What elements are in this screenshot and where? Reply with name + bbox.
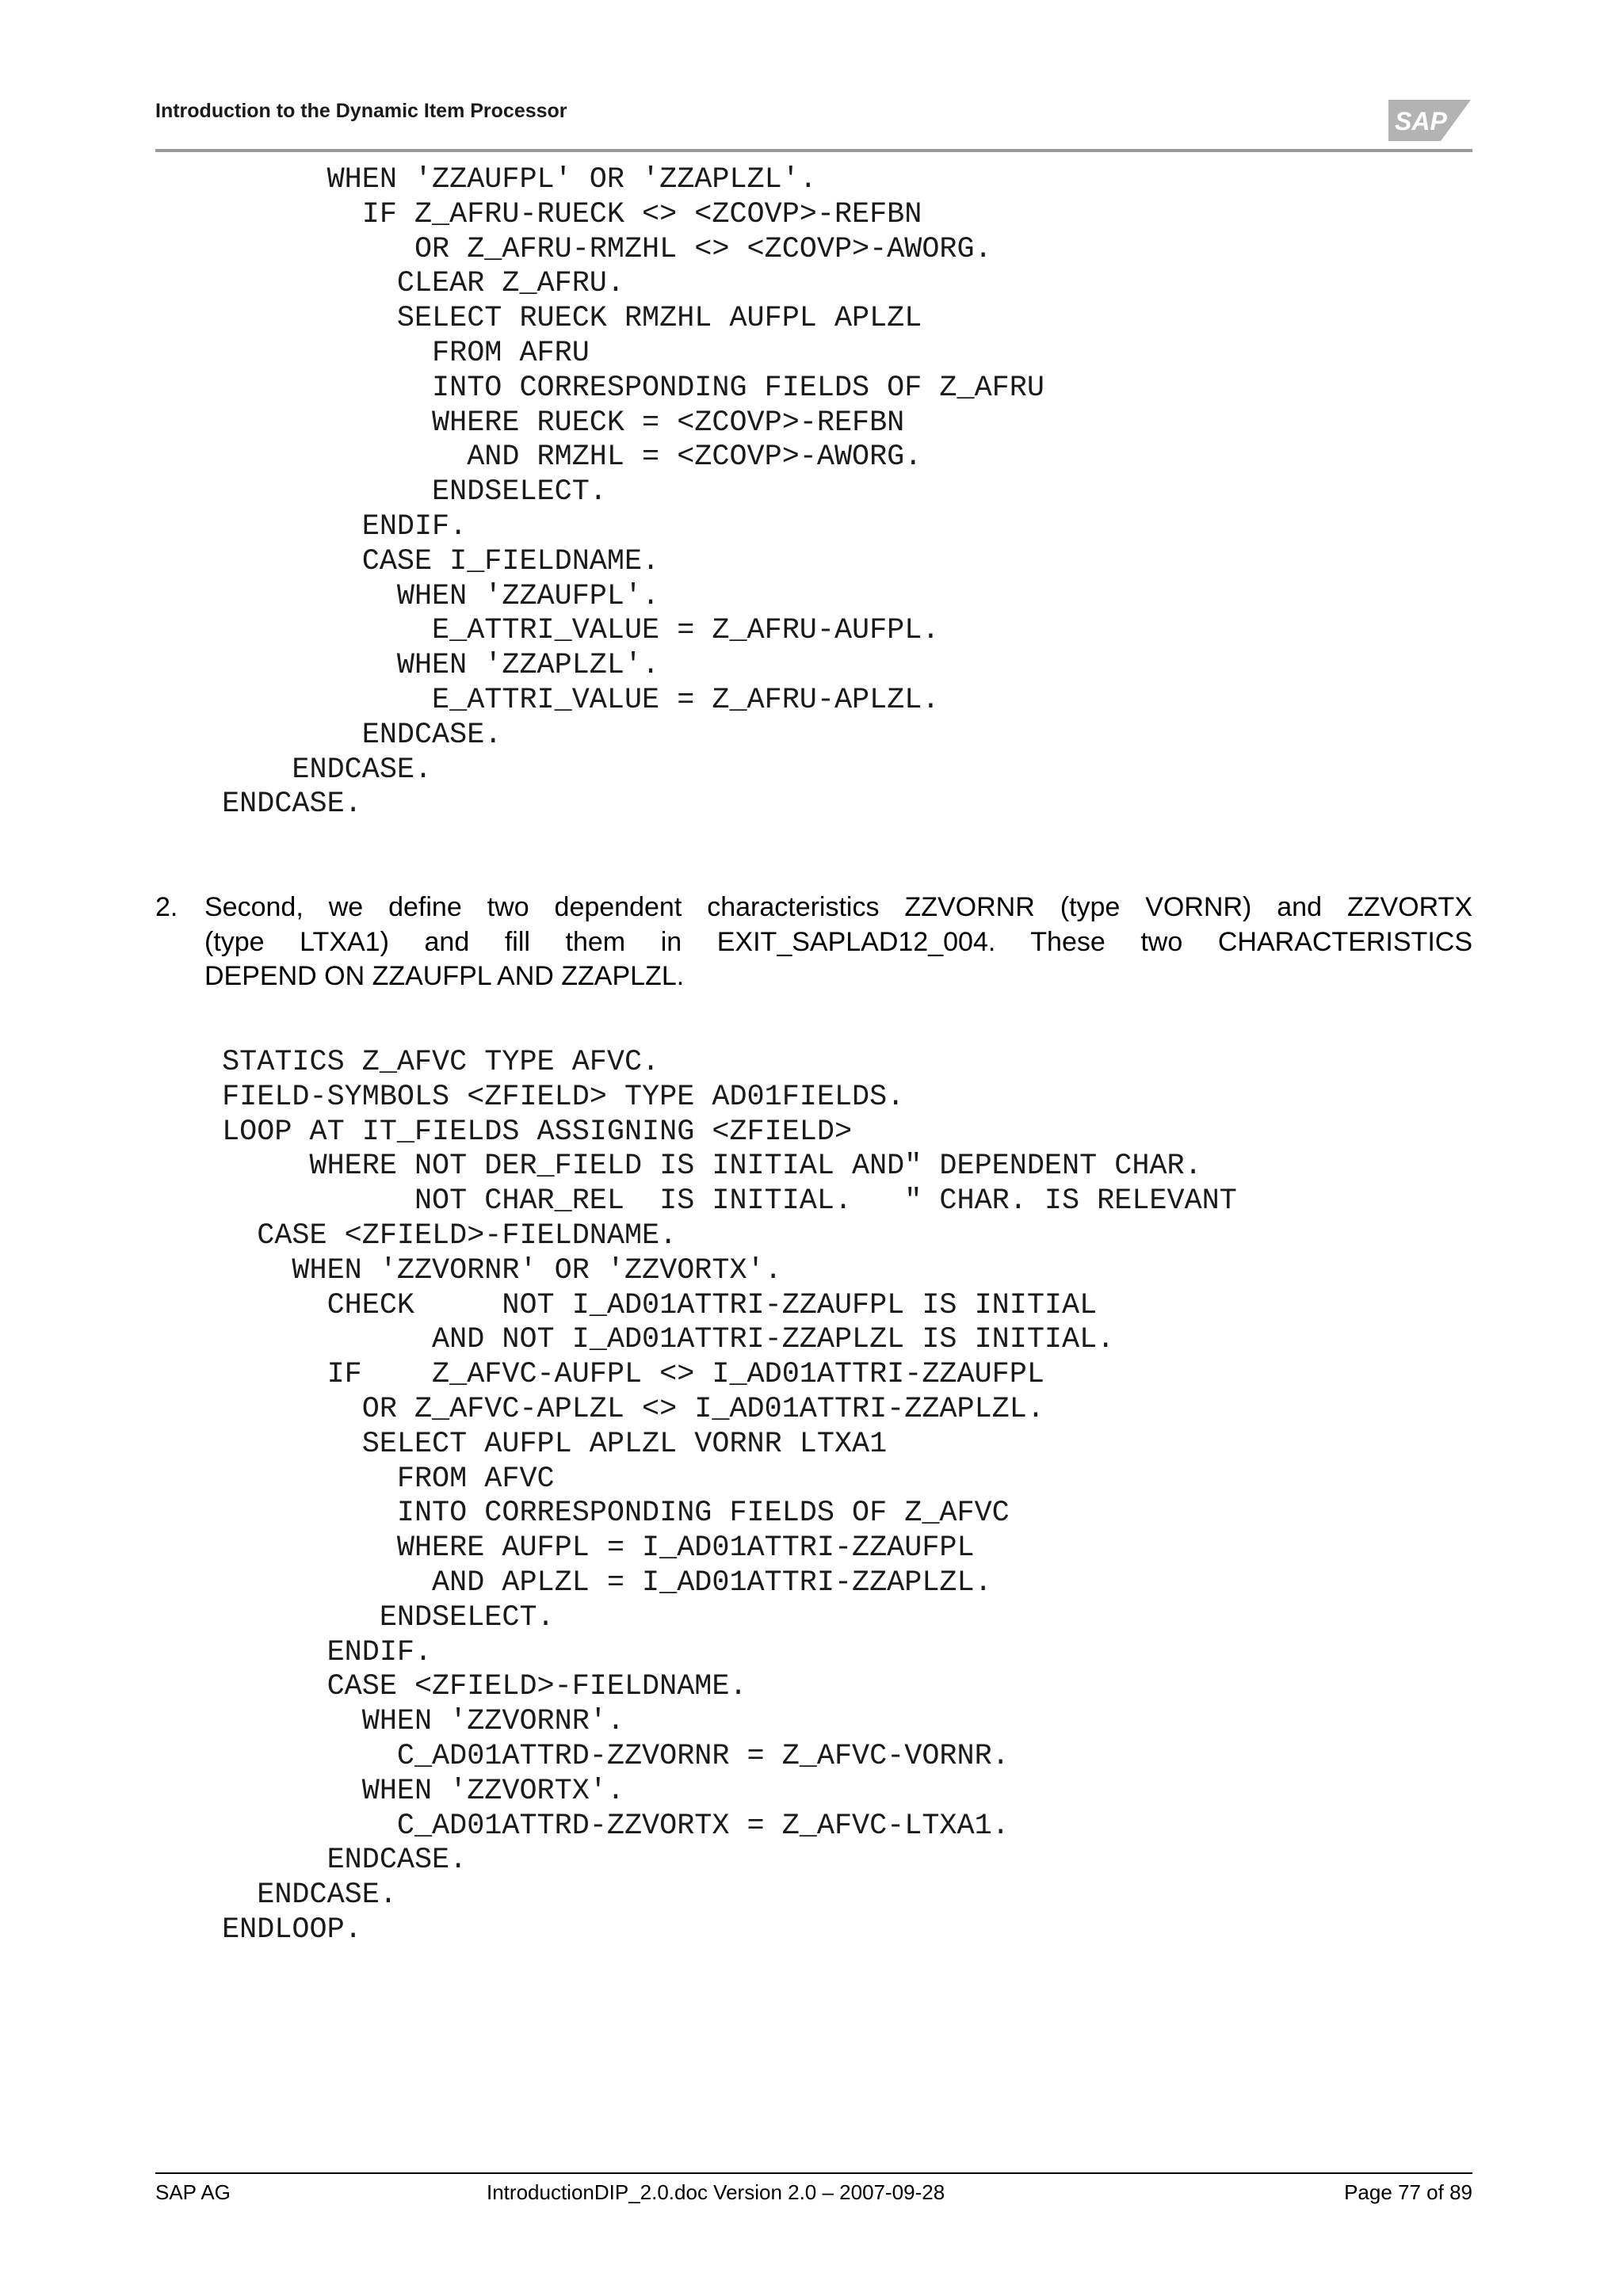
list-item-line: (type LTXA1) and fill them in EXIT_SAPLAD12_004. These two CHARACTERISTICS <box>204 926 1472 957</box>
list-item-text <box>204 891 1472 994</box>
header-divider <box>155 149 1472 152</box>
footer-document-info: IntroductionDIP_2.0.doc Version 2.0 – 2007-09-28 <box>487 2180 945 2204</box>
list-item-line: DEPEND ON ZZAUFPL AND ZZAPLZL. <box>204 961 685 991</box>
list-item-number: 2. <box>155 892 178 922</box>
code-block-first: WHEN 'ZZAUFPL' OR 'ZZAPLZL'. IF Z_AFRU-RUECK <> <ZCOVP>-REFBN OR Z_AFRU-RMZHL <> <ZCOVP>-AWORG. CLEAR Z_AFRU. SELECT RUECK RMZHL AUFPL APLZL FROM AFRU INTO CORRESPONDING FIELDS OF Z_AFRU WHERE RUECK = <ZCOVP>-REFBN AND RMZHL = <ZCOVP>-AWORG. ENDSELECT. ENDIF. CASE I_FIELDNAME. WHEN 'ZZAUFPL'. E_ATTRI_VALUE = Z_AFRU-AUFPL. WHEN 'ZZAPLZL'. E_ATTRI_VALUE = Z_AFRU-APLZL. ENDCASE. ENDCASE. ENDCASE. <box>222 163 1044 822</box>
sap-logo <box>1388 100 1471 141</box>
sap-logo-text: SAP <box>1395 107 1447 135</box>
footer-company: SAP AG <box>155 2180 231 2204</box>
list-item-line: Second, we define two dependent characteristics ZZVORNR (type VORNR) and ZZVORTX <box>204 892 1472 922</box>
footer-divider <box>155 2172 1472 2174</box>
code-block-second: STATICS Z_AFVC TYPE AFVC. FIELD-SYMBOLS <ZFIELD> TYPE AD01FIELDS. LOOP AT IT_FIELDS ASSIGNING <ZFIELD> WHERE NOT DER_FIELD IS INITIAL AND" DEPENDENT CHAR. NOT CHAR_REL IS INITIAL. " CHAR. IS RELEVANT CASE <ZFIELD>-FIELDNAME. WHEN 'ZZVORNR' OR 'ZZVORTX'. CHECK NOT I_AD01ATTRI-ZZAUFPL IS INITIAL AND NOT I_AD01ATTRI-ZZAPLZL IS INITIAL. IF Z_AFVC-AUFPL <> I_AD01ATTRI-ZZAUFPL OR Z_AFVC-APLZL <> I_AD01ATTRI-ZZAPLZL. SELECT AUFPL APLZL VORNR LTXA1 FROM AFVC INTO CORRESPONDING FIELDS OF Z_AFVC WHERE AUFPL = I_AD01ATTRI-ZZAUFPL AND APLZL = I_AD01ATTRI-ZZAPLZL. ENDSELECT. ENDIF. CASE <ZFIELD>-FIELDNAME. WHEN 'ZZVORNR'. C_AD01ATTRD-ZZVORNR = Z_AFVC-VORNR. WHEN 'ZZVORTX'. C_AD01ATTRD-ZZVORTX = Z_AFVC-LTXA1. ENDCASE. ENDCASE. ENDLOOP. <box>222 1046 1237 1947</box>
footer-page-number: Page 77 of 89 <box>1344 2180 1472 2204</box>
header-title: Introduction to the Dynamic Item Processor <box>155 100 567 122</box>
